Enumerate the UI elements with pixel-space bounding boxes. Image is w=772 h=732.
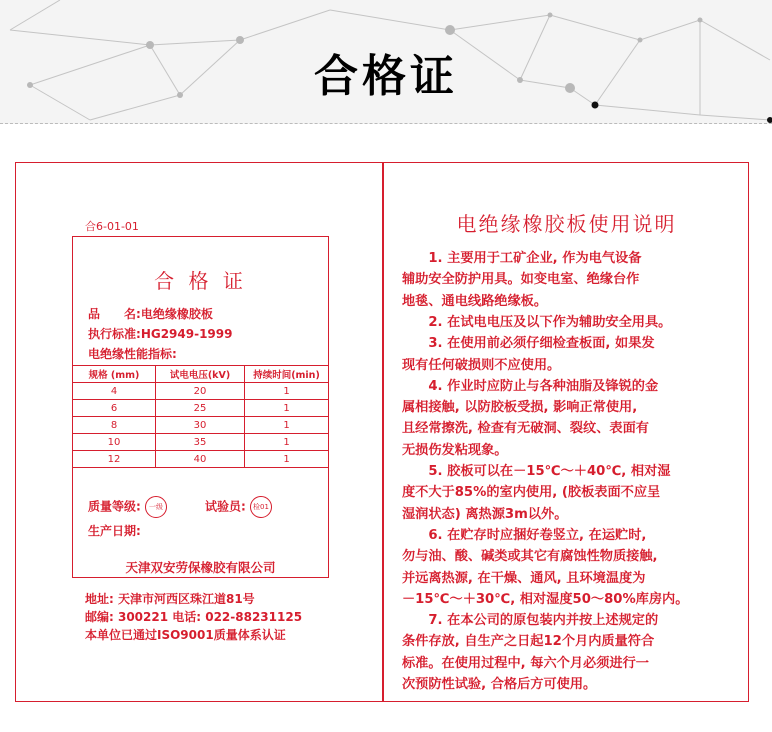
table-cell: 1 xyxy=(245,400,329,417)
instructions-title: 电绝缘橡胶板使用说明 xyxy=(456,212,677,236)
table-cell: 1 xyxy=(245,417,329,434)
grade-stamp: 一级 xyxy=(145,496,167,518)
card-fold-divider xyxy=(382,162,384,702)
table-cell: 1 xyxy=(245,383,329,400)
company-name: 天津双安劳保橡胶有限公司 xyxy=(125,560,276,575)
instruction-line: 无损伤发粘现象。 xyxy=(402,442,508,458)
table-row xyxy=(73,383,329,400)
product-row xyxy=(88,305,213,322)
table-cell: 4 xyxy=(73,383,156,400)
instruction-line: 且经常擦洗, 检查有无破洞、裂纹、表面有 xyxy=(402,421,649,437)
inspector-label: 试验员: xyxy=(205,499,246,514)
table-cell: 30 xyxy=(156,417,245,434)
product-label: 品 名: xyxy=(88,307,141,321)
table-header-cell: 规格 (mm) xyxy=(73,366,156,383)
instruction-line: 属相接触, 以防胶板受损, 影响正常使用, xyxy=(402,400,638,416)
certificate-title: 合 格 证 xyxy=(154,269,247,293)
instruction-line: 度不大于85%的室内使用, (胶板表面不应呈 xyxy=(402,485,661,501)
table-header-cell: 试电电压(kV) xyxy=(156,366,245,383)
inspector-row xyxy=(205,496,272,518)
instruction-line: 7. 在本公司的原包装内并按上述规定的 xyxy=(402,613,659,629)
table-row xyxy=(73,434,329,451)
instruction-line: 条件存放, 自生产之日起12个月内质量符合 xyxy=(402,634,655,650)
table-cell: 12 xyxy=(73,451,156,468)
instruction-line: 4. 作业时应防止与各种油脂及锋锐的金 xyxy=(402,378,659,394)
iso-certification-line: 本单位已通过ISO9001质量体系认证 xyxy=(85,628,286,642)
table-header-cell: 持续时间(min) xyxy=(245,366,329,383)
instruction-line: 5. 胶板可以在－15℃～＋40℃, 相对湿 xyxy=(402,464,671,479)
table-row xyxy=(73,400,329,417)
product-value: 电绝缘橡胶板 xyxy=(140,307,213,321)
instruction-line: 2. 在试电电压及以下作为辅助安全用具。 xyxy=(402,314,672,330)
table-cell: 20 xyxy=(156,383,245,400)
standard-row xyxy=(88,325,232,342)
instruction-line: 1. 主要用于工矿企业, 作为电气设备 xyxy=(402,251,642,266)
table-cell: 40 xyxy=(156,451,245,468)
instruction-line: 标准。在使用过程中, 每六个月必须进行一 xyxy=(402,655,649,671)
inspector-stamp: 检01 xyxy=(250,496,272,518)
instruction-line: 并远离热源, 在干燥、通风, 且环境温度为 xyxy=(402,570,646,586)
table-cell: 1 xyxy=(245,451,329,468)
production-date-label: 生产日期: xyxy=(88,524,141,538)
grade-row xyxy=(88,496,167,518)
instruction-line: 湿润状态) 离热源3m以外。 xyxy=(402,506,568,522)
table-cell: 10 xyxy=(73,434,156,451)
spec-table xyxy=(72,365,329,468)
banner-title: 合格证 xyxy=(314,51,458,102)
instruction-line: 3. 在使用前必须仔细检查板面, 如果发 xyxy=(402,336,655,352)
table-cell: 1 xyxy=(245,434,329,451)
table-row xyxy=(73,417,329,434)
table-cell: 35 xyxy=(156,434,245,451)
address-line: 地址: 天津市河西区珠江道81号 xyxy=(85,592,255,606)
header-banner xyxy=(0,0,772,124)
table-cell: 25 xyxy=(156,400,245,417)
instruction-line: 6. 在贮存时应捆好卷竖立, 在运贮时, xyxy=(402,527,647,543)
instruction-line: 现有任何破损则不应使用。 xyxy=(402,357,561,373)
document-code: 合6-01-01 xyxy=(85,220,139,233)
instruction-line: 辅助安全防护用具。如变电室、绝缘台作 xyxy=(402,272,640,288)
banner-divider xyxy=(0,123,772,124)
grade-label: 质量等级: xyxy=(88,499,141,514)
performance-label: 电绝缘性能指标: xyxy=(88,347,177,361)
postal-phone-line: 邮编: 300221 电话: 022-88231125 xyxy=(85,610,303,624)
instruction-line: －15℃～＋30℃, 相对湿度50～80%库房内。 xyxy=(402,591,689,607)
table-cell: 8 xyxy=(73,417,156,434)
table-row xyxy=(73,451,329,468)
instruction-line: 次预防性试验, 合格后方可使用。 xyxy=(402,677,597,692)
standard-value: HG2949-1999 xyxy=(140,327,233,341)
table-cell: 6 xyxy=(73,400,156,417)
instruction-line: 地毯、通电线路绝缘板。 xyxy=(402,293,548,309)
instruction-line: 勿与油、酸、碱类或其它有腐蚀性物质接触, xyxy=(402,549,658,565)
table-header-row xyxy=(73,366,329,383)
standard-label: 执行标准: xyxy=(88,327,141,341)
